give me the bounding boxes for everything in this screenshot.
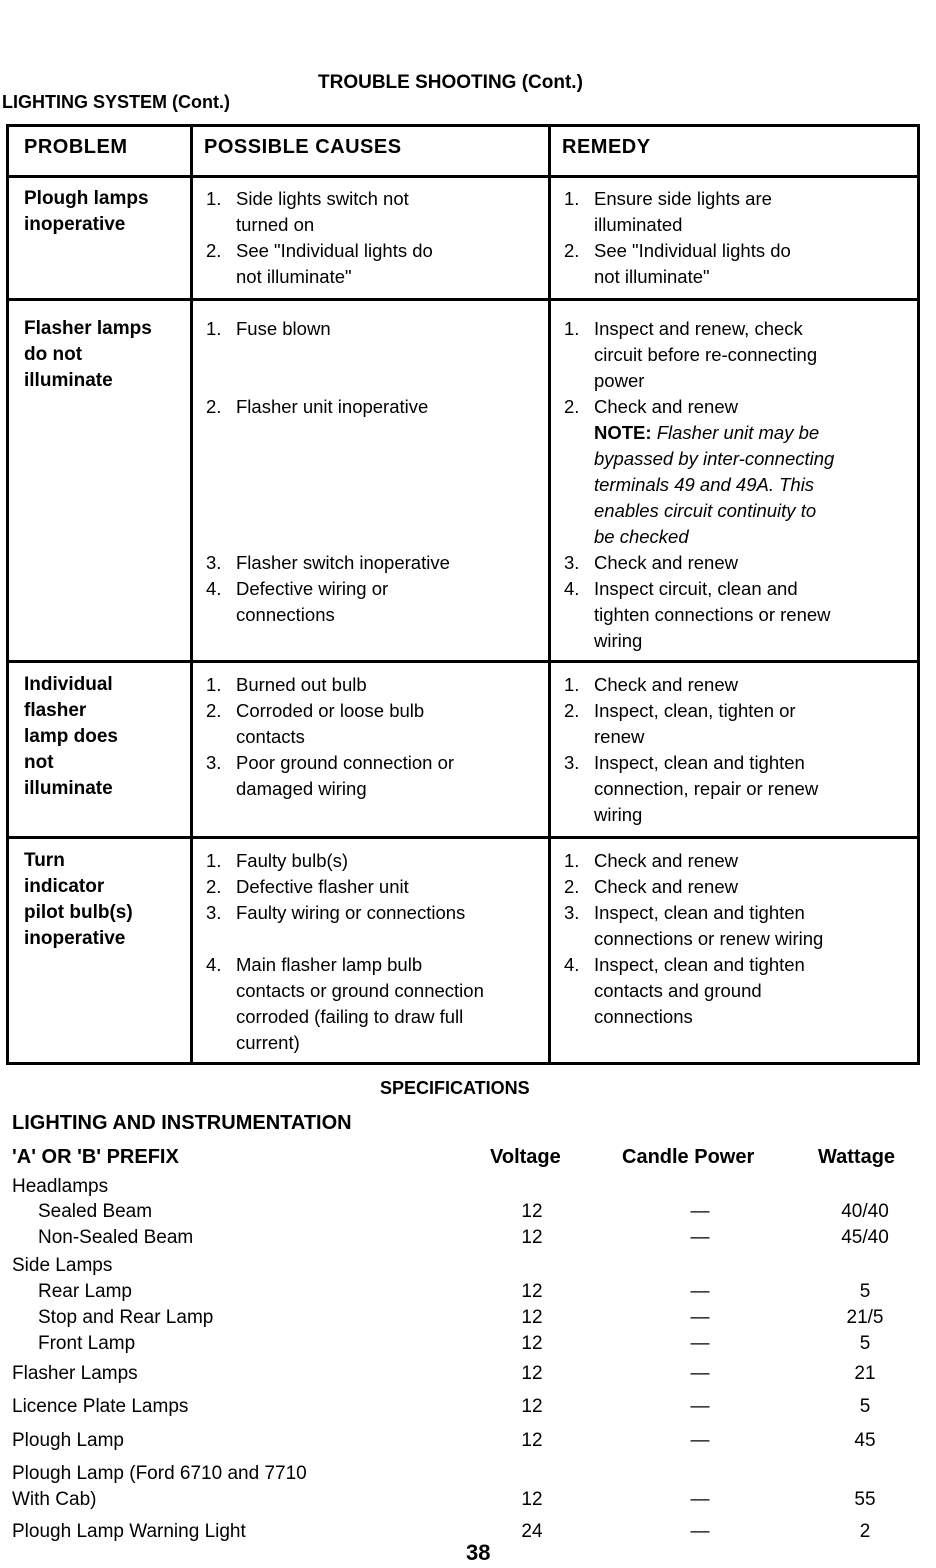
problem-cell: Plough lamps inoperative	[24, 188, 149, 235]
problem-cell: Individual flasher lamp does not illuminate	[24, 674, 118, 799]
spec-row: Licence Plate Lamps 12 — 5	[12, 1396, 871, 1417]
table-rule	[190, 124, 193, 1065]
spec-row: Plough Lamp (Ford 6710 and 7710	[12, 1463, 307, 1484]
page-title: TROUBLE SHOOTING (Cont.)	[318, 72, 583, 93]
problem-cell: Turn indicator pilot bulb(s) inoperative	[24, 850, 133, 949]
table-rule	[6, 175, 920, 178]
spec-header-candle-power: Candle Power	[622, 1146, 755, 1168]
column-header-remedy: REMEDY	[562, 136, 651, 158]
table-rule	[6, 660, 920, 663]
column-header-possible-causes: POSSIBLE CAUSES	[204, 136, 402, 158]
spec-header-wattage: Wattage	[818, 1146, 896, 1168]
table-rule	[6, 298, 920, 301]
problem-cell: Flasher lamps do not illuminate	[24, 318, 152, 391]
spec-header-prefix: 'A' OR 'B' PREFIX	[12, 1146, 179, 1168]
table-rule	[6, 1062, 920, 1065]
note-text: Flasher unit may be bypassed by inter-connecting terminals 49 and 49A. This enables circuit continuity to be checked	[594, 422, 835, 547]
table-rule	[6, 124, 9, 1065]
table-rule	[917, 124, 920, 1065]
spec-row: Headlamps	[12, 1176, 109, 1197]
spec-row: With Cab) 12 — 55	[12, 1489, 876, 1510]
spec-row: Plough Lamp Warning Light 24 — 2	[12, 1521, 871, 1542]
note-label: NOTE:	[594, 422, 652, 443]
spec-row: Plough Lamp 12 — 45	[12, 1430, 876, 1451]
table-rule	[548, 124, 551, 1065]
spec-row: Front Lamp 12 — 5	[38, 1333, 871, 1354]
spec-row: Stop and Rear Lamp 12 — 21/5	[38, 1307, 884, 1328]
spec-row: Side Lamps	[12, 1255, 113, 1276]
column-header-problem: PROBLEM	[24, 136, 128, 158]
specifications-subtitle: LIGHTING AND INSTRUMENTATION	[12, 1112, 352, 1134]
table-rule	[6, 836, 920, 839]
spec-row: Flasher Lamps 12 — 21	[12, 1363, 876, 1384]
section-title: LIGHTING SYSTEM (Cont.)	[2, 92, 230, 112]
spec-row: Rear Lamp 12 — 5	[38, 1281, 871, 1302]
spec-row: Non-Sealed Beam 12 — 45/40	[38, 1227, 889, 1248]
specifications-title: SPECIFICATIONS	[380, 1078, 530, 1098]
spec-row: Sealed Beam 12 — 40/40	[38, 1201, 889, 1222]
table-rule	[6, 124, 920, 127]
spec-header-voltage: Voltage	[490, 1146, 561, 1168]
page-number: 38	[466, 1540, 491, 1565]
